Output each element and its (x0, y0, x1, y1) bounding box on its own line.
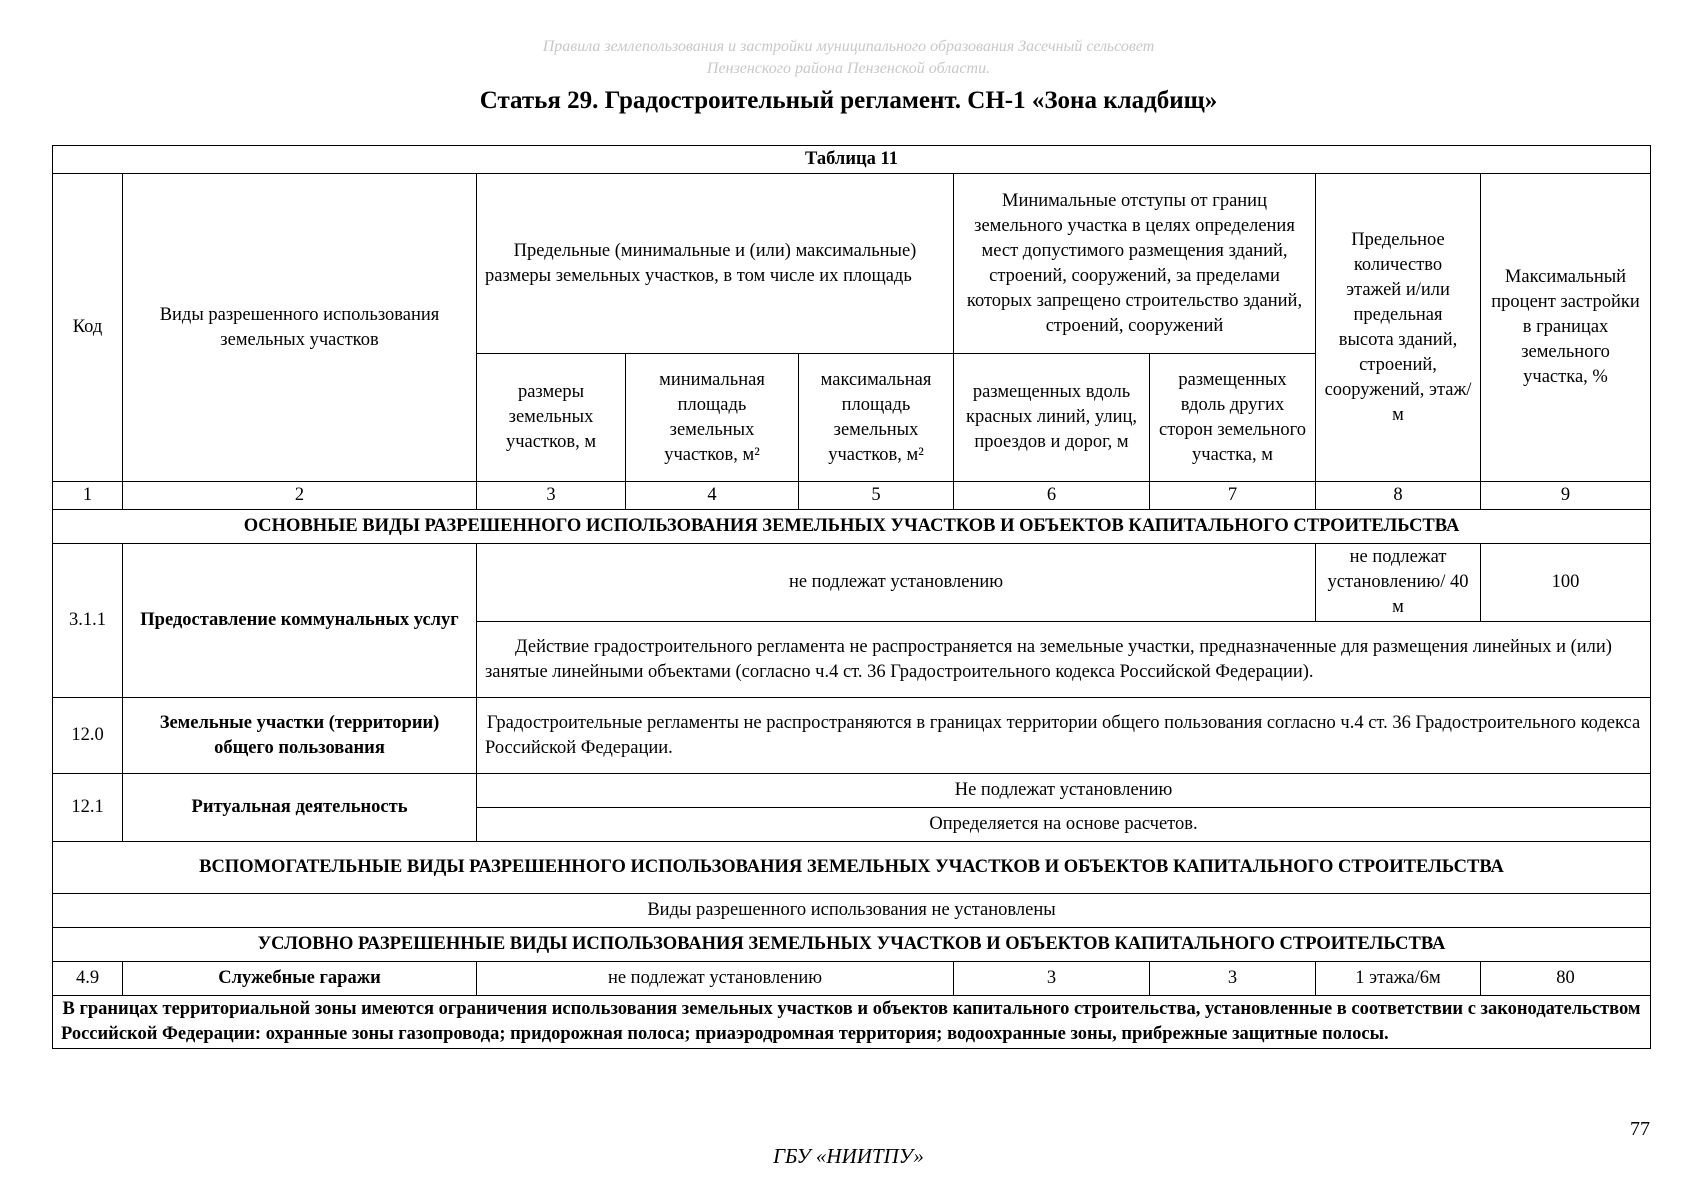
row-name: Земельные участки (территории) общего пользования (123, 698, 477, 774)
header-line-1: Правила землепользования и застройки муниципального образования Засечный сельсовет (542, 38, 1155, 55)
row-note: Градостроительные регламенты не распространяются в границах территории общего пользования согласно ч.4 ст. 36 Градостроительного кодекса Российской Федерации. (477, 698, 1651, 774)
section-auxiliary-uses: ВСПОМОГАТЕЛЬНЫЕ ВИДЫ РАЗРЕШЕННОГО ИСПОЛЬЗОВАНИЯ ЗЕМЕЛЬНЫХ УЧАСТКОВ И ОБЪЕКТОВ КАПИТАЛЬНОГО СТРОИТЕЛЬСТВА (53, 842, 1651, 894)
header-setback-red-lines: размещенных вдоль красных линий, улиц, проездов и дорог, м (954, 354, 1150, 482)
page-header (0, 36, 1697, 80)
section-conditional-uses: УСЛОВНО РАЗРЕШЕННЫЕ ВИДЫ ИСПОЛЬЗОВАНИЯ ЗЕМЕЛЬНЫХ УЧАСТКОВ И ОБЪЕКТОВ КАПИТАЛЬНОГО СТРОИТЕЛЬСТВА (53, 928, 1651, 962)
column-number: 9 (1481, 482, 1651, 510)
header-floors: Предельное количество этажей и/или предельная высота зданий, строений, сооружений, этаж/м (1316, 174, 1481, 482)
column-number: 2 (123, 482, 477, 510)
column-number: 5 (799, 482, 954, 510)
row-code: 12.1 (53, 774, 123, 842)
header-min-area: минимальная площадь земельных участков, м² (626, 354, 799, 482)
row-floors: не подлежат установлению/ 40 м (1316, 544, 1481, 622)
header-plot-sizes: размеры земельных участков, м (477, 354, 626, 482)
row-note: Определяется на основе расчетов. (477, 808, 1651, 842)
header-setback-other: размещенных вдоль других сторон земельного участка, м (1150, 354, 1316, 482)
header-code: Код (53, 174, 123, 482)
header-line-2: Пензенского района Пензенской области. (706, 60, 991, 77)
row-name: Ритуальная деятельность (123, 774, 477, 842)
auxiliary-uses-note: Виды разрешенного использования не установлены (53, 894, 1651, 928)
row-setback-red: 3 (954, 962, 1150, 996)
row-params: не подлежат установлению (477, 544, 1316, 622)
page-number: 77 (1630, 1118, 1650, 1140)
row-setback-other: 3 (1150, 962, 1316, 996)
page-title: Статья 29. Градостроительный регламент. СН-1 «Зона кладбищ» (479, 87, 1218, 114)
column-number: 3 (477, 482, 626, 510)
table-row (53, 698, 1651, 774)
table-row (53, 544, 1651, 622)
section-main-uses: ОСНОВНЫЕ ВИДЫ РАЗРЕШЕННОГО ИСПОЛЬЗОВАНИЯ ЗЕМЕЛЬНЫХ УЧАСТКОВ И ОБЪЕКТОВ КАПИТАЛЬНОГО СТРОИТЕЛЬСТВА (53, 510, 1651, 544)
column-number: 7 (1150, 482, 1316, 510)
header-use-types: Виды разрешенного использования земельных участков (123, 174, 477, 482)
column-number: 8 (1316, 482, 1481, 510)
table-footnote: В границах территориальной зоны имеются ограничения использования земельных участков и объектов капитального строительства, установленные в соответствии с законодательством Российской Федерации: охранные зоны газопровода; придорожная полоса; приаэродромная территория; водоохранные зоны, прибрежные защитные полосы. (53, 996, 1651, 1049)
row-code: 12.0 (53, 698, 123, 774)
header-setback-group: Минимальные отступы от границ земельного участка в целях определения мест допустимого размещения зданий, строений, сооружений, за пределами которых запрещено строительство зданий, строений, сооружений (954, 174, 1316, 354)
regulation-table (52, 145, 1651, 1049)
row-name: Предоставление коммунальных услуг (123, 544, 477, 698)
column-number: 4 (626, 482, 799, 510)
row-code: 3.1.1 (53, 544, 123, 698)
row-params: Не подлежат установлению (477, 774, 1651, 808)
page-footer: ГБУ «НИИТПУ» (773, 1144, 924, 1168)
column-number: 1 (53, 482, 123, 510)
row-sizes: не подлежат установлению (477, 962, 954, 996)
row-name: Служебные гаражи (123, 962, 477, 996)
row-floors: 1 этажа/6м (1316, 962, 1481, 996)
table-label: Таблица 11 (53, 146, 1651, 174)
row-coverage: 80 (1481, 962, 1651, 996)
header-size-group: Предельные (минимальные и (или) максимальные) размеры земельных участков, в том числе их площадь (477, 174, 954, 354)
row-note: Действие градостроительного регламента не распространяется на земельные участки, предназначенные для размещения линейных и (или) занятые линейными объектами (согласно ч.4 ст. 36 Градостроительного кодекса Российской Федерации). (477, 622, 1651, 698)
row-coverage: 100 (1481, 544, 1651, 622)
header-max-area: максимальная площадь земельных участков, м² (799, 354, 954, 482)
column-numbers-row (53, 482, 1651, 510)
column-number: 6 (954, 482, 1150, 510)
header-max-coverage: Максимальный процент застройки в границах земельного участка, % (1481, 174, 1651, 482)
row-code: 4.9 (53, 962, 123, 996)
table-row (53, 962, 1651, 996)
table-row (53, 774, 1651, 808)
